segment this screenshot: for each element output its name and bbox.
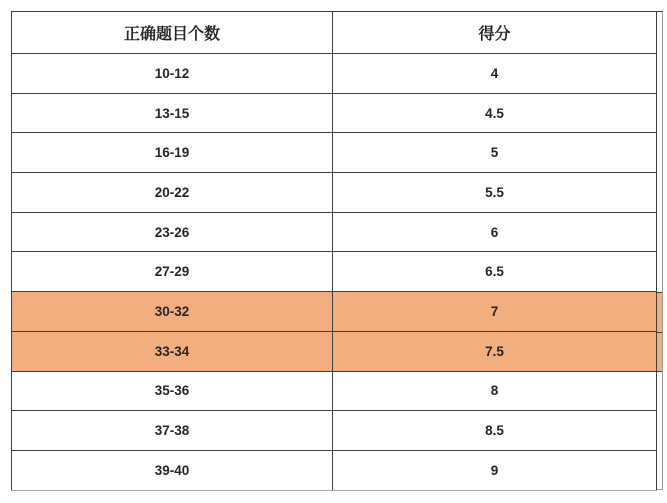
cell-score: 4 — [333, 54, 657, 94]
highlight-spill-divider — [657, 332, 662, 333]
cell-range: 16-19 — [12, 133, 333, 173]
cell-score: 7.5 — [333, 331, 657, 371]
score-conversion-table — [11, 11, 657, 491]
header-cell-correct-count: 正确题目个数 — [12, 12, 333, 54]
cell-score: 9 — [333, 450, 657, 490]
highlight-spill — [657, 292, 662, 372]
table-row — [12, 133, 657, 173]
table-row — [12, 54, 657, 94]
cell-range: 30-32 — [12, 292, 333, 332]
cell-range: 27-29 — [12, 252, 333, 292]
cell-range: 35-36 — [12, 371, 333, 411]
table-row — [12, 252, 657, 292]
cell-score: 7 — [333, 292, 657, 332]
cell-score: 5.5 — [333, 173, 657, 213]
cell-range: 37-38 — [12, 411, 333, 451]
cell-range: 33-34 — [12, 331, 333, 371]
cell-score: 6.5 — [333, 252, 657, 292]
cell-range: 13-15 — [12, 93, 333, 133]
table-header-row — [12, 12, 657, 54]
cell-score: 8 — [333, 371, 657, 411]
table-row — [12, 173, 657, 213]
cell-score: 5 — [333, 133, 657, 173]
page-edge-strip — [657, 11, 663, 490]
table-row — [12, 411, 657, 451]
cell-range: 10-12 — [12, 54, 333, 94]
table-row — [12, 450, 657, 490]
cell-score: 6 — [333, 212, 657, 252]
table-row — [12, 212, 657, 252]
table-row — [12, 371, 657, 411]
cell-score: 8.5 — [333, 411, 657, 451]
cell-score: 4.5 — [333, 93, 657, 133]
table-row — [12, 292, 657, 332]
header-cell-score: 得分 — [333, 12, 657, 54]
cell-range: 39-40 — [12, 450, 333, 490]
table-row — [12, 331, 657, 371]
table-row — [12, 93, 657, 133]
cell-range: 23-26 — [12, 212, 333, 252]
cell-range: 20-22 — [12, 173, 333, 213]
